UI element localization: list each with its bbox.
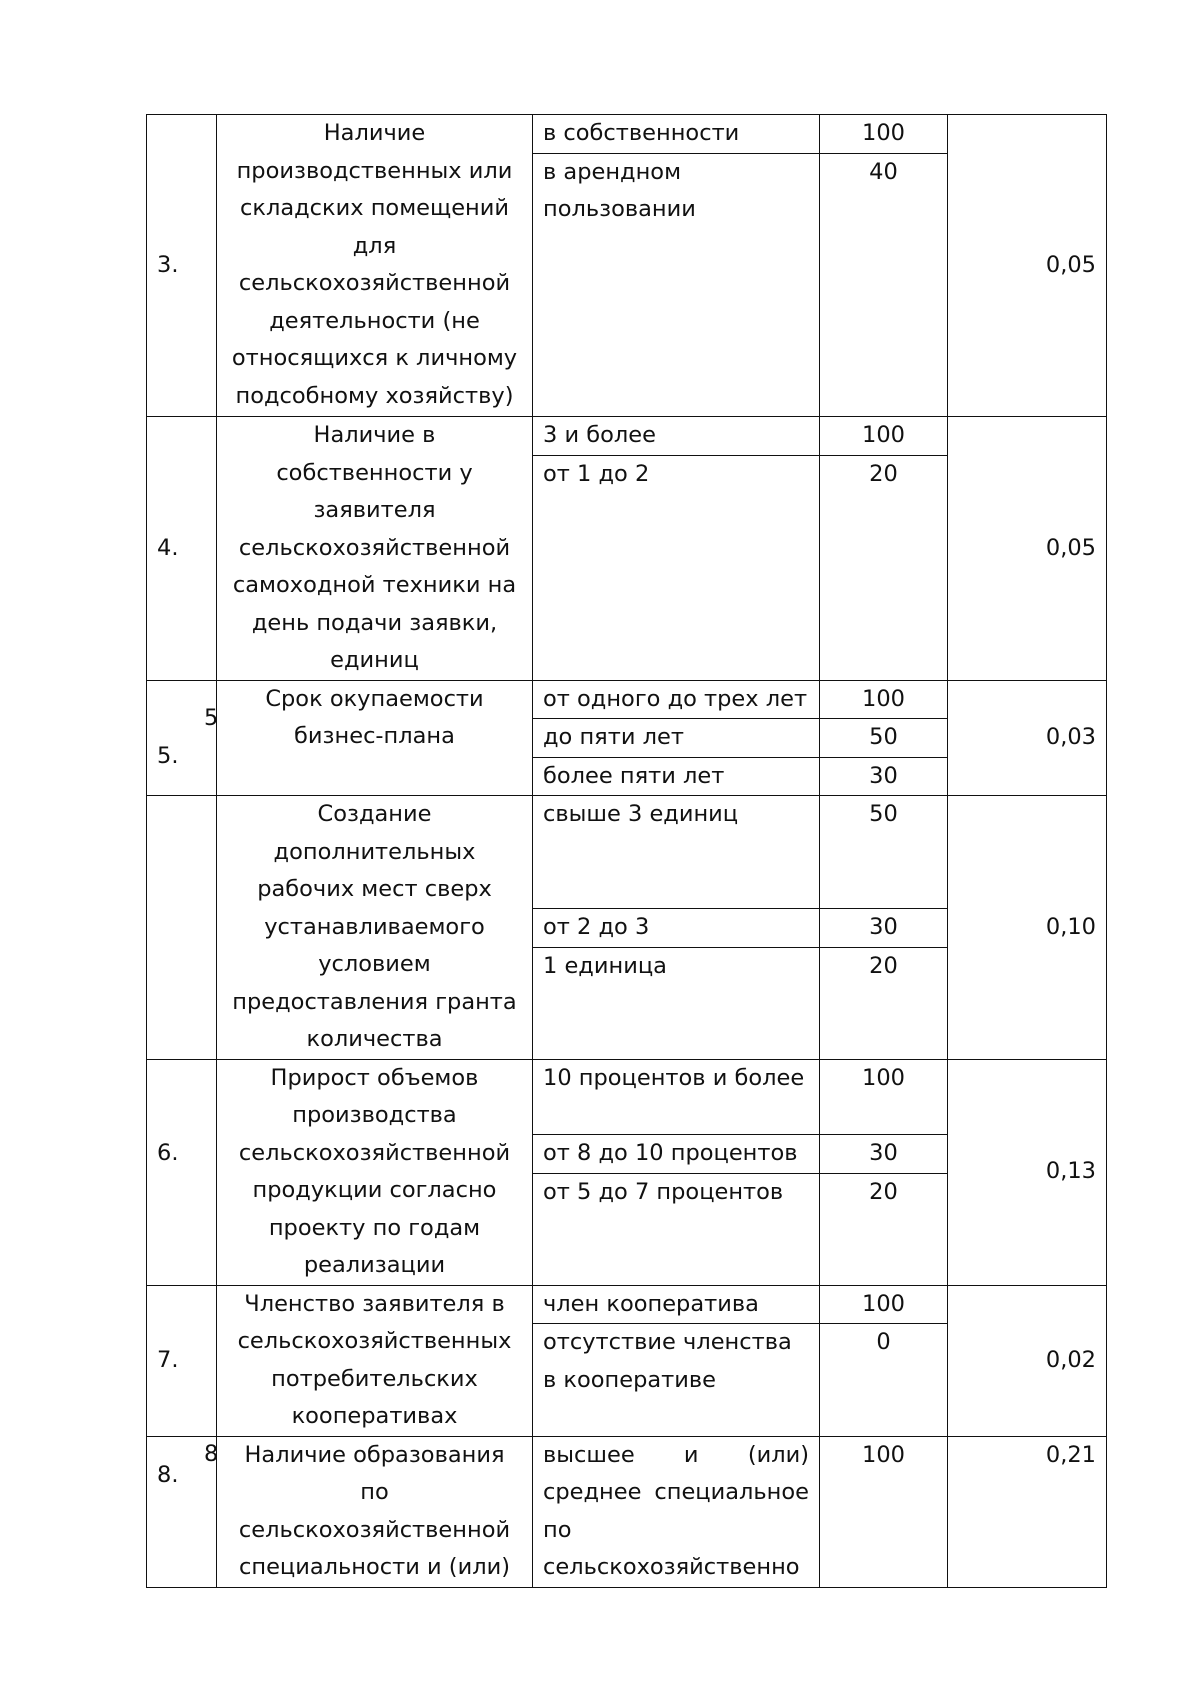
row-number <box>147 796 217 1060</box>
option-score: 50 <box>820 796 948 909</box>
option-score: 100 <box>820 417 948 456</box>
stray-mark: 5 <box>204 704 219 731</box>
table-row <box>147 1059 1107 1135</box>
option-score: 100 <box>820 1059 948 1135</box>
weight-coefficient: 0,05 <box>948 115 1107 417</box>
table-row <box>147 1285 1107 1324</box>
option-label: от одного до трех лет <box>533 680 820 719</box>
criterion-name-text: Срок окупаемости бизнес-плана <box>265 685 484 749</box>
option-score: 100 <box>820 1285 948 1324</box>
option-label: высшее и (или) среднее специальное по сельскохозяйственно <box>533 1436 820 1587</box>
option-score: 100 <box>820 115 948 154</box>
option-label: свыше 3 единиц <box>533 796 820 909</box>
weight-coefficient: 0,03 <box>948 680 1107 796</box>
option-label: от 5 до 7 процентов <box>533 1173 820 1285</box>
row-number: 3. <box>147 115 217 417</box>
criterion-name <box>204 680 533 796</box>
table-row <box>147 1436 1107 1587</box>
row-number-text: 8. <box>157 1461 179 1488</box>
row-number: 7. <box>147 1285 217 1436</box>
option-score: 50 <box>820 719 948 758</box>
option-score: 30 <box>820 909 948 948</box>
criterion-name: Прирост объемов производства сельскохозяйственной продукции согласно проекту по годам реализации <box>217 1059 533 1285</box>
option-label: в арендном пользовании <box>533 153 820 416</box>
criterion-name <box>204 1436 533 1587</box>
option-score: 100 <box>820 1436 948 1587</box>
option-score: 20 <box>820 455 948 680</box>
option-label: от 8 до 10 процентов <box>533 1135 820 1174</box>
criterion-name: Наличие в собственности у заявителя сельскохозяйственной самоходной техники на день подачи заявки, единиц <box>217 417 533 681</box>
option-score: 20 <box>820 948 948 1059</box>
table-row <box>147 417 1107 456</box>
option-score: 100 <box>820 680 948 719</box>
table-row <box>147 115 1107 154</box>
option-score: 0 <box>820 1324 948 1436</box>
criterion-name-text: Наличие образования по сельскохозяйственной специальности и (или) <box>238 1441 511 1580</box>
table-row <box>147 680 1107 719</box>
criterion-name: Членство заявителя в сельскохозяйственных потребительских кооперативах <box>217 1285 533 1436</box>
row-number: 4. <box>147 417 217 681</box>
option-label: 10 процентов и более <box>533 1059 820 1135</box>
row-number <box>147 1059 217 1285</box>
criteria-table <box>146 114 1107 1588</box>
option-label: до пяти лет <box>533 719 820 758</box>
option-label: более пяти лет <box>533 757 820 796</box>
weight-coefficient: 0,02 <box>948 1285 1107 1436</box>
row-number-text: 6. <box>157 1140 179 1167</box>
criterion-name: Наличие производственных или складских помещений для сельскохозяйственной деятельности (не относящихся к личному подсобному хозяйству) <box>217 115 533 417</box>
weight-coefficient: 0,21 <box>948 1436 1107 1587</box>
option-label: член кооператива <box>533 1285 820 1324</box>
option-label: в собственности <box>533 115 820 154</box>
option-score: 30 <box>820 1135 948 1174</box>
weight-coefficient: 0,10 <box>948 796 1107 1060</box>
option-label: от 2 до 3 <box>533 909 820 948</box>
table-row <box>147 796 1107 909</box>
option-label: от 1 до 2 <box>533 455 820 680</box>
option-score: 30 <box>820 757 948 796</box>
row-number-text: 5. <box>157 743 179 769</box>
option-score: 40 <box>820 153 948 416</box>
option-label: отсутствие членства в кооперативе <box>533 1324 820 1436</box>
weight-coefficient: 0,05 <box>948 417 1107 681</box>
option-label: 3 и более <box>533 417 820 456</box>
row-number <box>147 680 217 796</box>
stray-mark: 8 <box>204 1440 219 1467</box>
weight-coefficient: 0,13 <box>948 1059 1107 1285</box>
option-label: 1 единица <box>533 948 820 1059</box>
option-score: 20 <box>820 1173 948 1285</box>
criterion-name: Создание дополнительных рабочих мест сверх устанавливаемого условием предоставления гранта количества <box>217 796 533 1060</box>
